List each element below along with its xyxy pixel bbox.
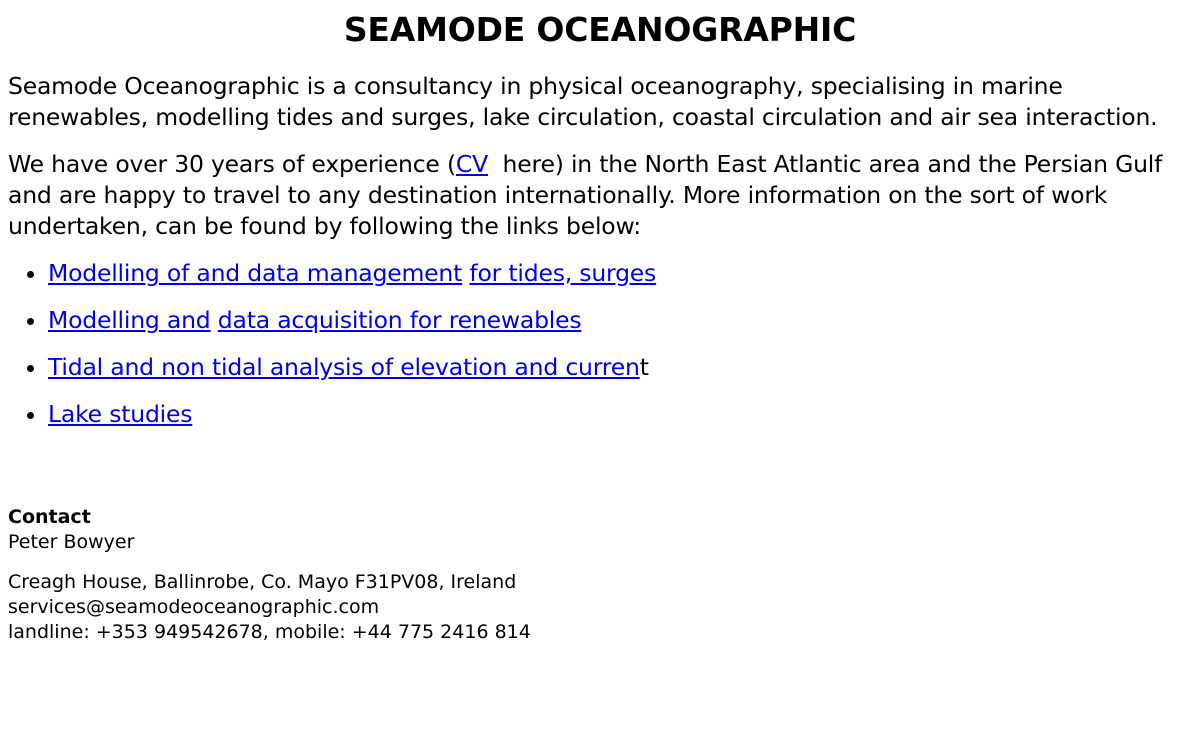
tides-surges-link-part2[interactable]: for tides, surges (469, 259, 657, 287)
contact-phones: landline: +353 949542678, mobile: +44 775 2416 814 (8, 621, 531, 643)
renewables-link-part1[interactable]: Modelling and (48, 306, 211, 334)
contact-address: Creagh House, Ballinrobe, Co. Mayo F31PV08, Ireland (8, 571, 517, 593)
experience-paragraph (8, 149, 1192, 242)
cv-link[interactable]: CV (455, 150, 489, 178)
intro-paragraph: Seamode Oceanographic is a consultancy in physical oceanography, specialising in marine renewables, modelling tides and surges, lake circulation, coastal circulation and air sea interaction. (8, 72, 1158, 131)
renewables-link-part2[interactable]: data acquisition for renewables (217, 306, 582, 334)
contact-section (8, 505, 531, 645)
tidal-analysis-link[interactable]: Tidal and non tidal analysis of elevation and curren (48, 353, 640, 381)
contact-details (8, 570, 531, 645)
tides-surges-link-part1[interactable]: Modelling of and data management (48, 259, 463, 287)
experience-text-after: here) in the North East Atlantic area and the Persian Gulf and are happy to travel to any destination internationally. More information on the sort of work undertaken, can be found by following the links below: (8, 150, 1170, 240)
contact-heading: Contact (8, 506, 91, 528)
list-item-renewables (48, 305, 1192, 336)
contact-email: services@seamodeoceanographic.com (8, 596, 380, 618)
page-title: SEAMODE OCEANOGRAPHIC (343, 10, 857, 49)
list-item-lake (48, 399, 1192, 430)
list-item-tides (48, 258, 1192, 289)
tidal-analysis-trailing-text: t (639, 353, 649, 381)
contact-name: Peter Bowyer (8, 531, 135, 553)
service-links-list (8, 258, 1192, 430)
lake-studies-link[interactable]: Lake studies (48, 400, 193, 428)
experience-text-before: We have over 30 years of experience ( (8, 150, 456, 178)
list-item-tidal-analysis (48, 352, 1192, 383)
